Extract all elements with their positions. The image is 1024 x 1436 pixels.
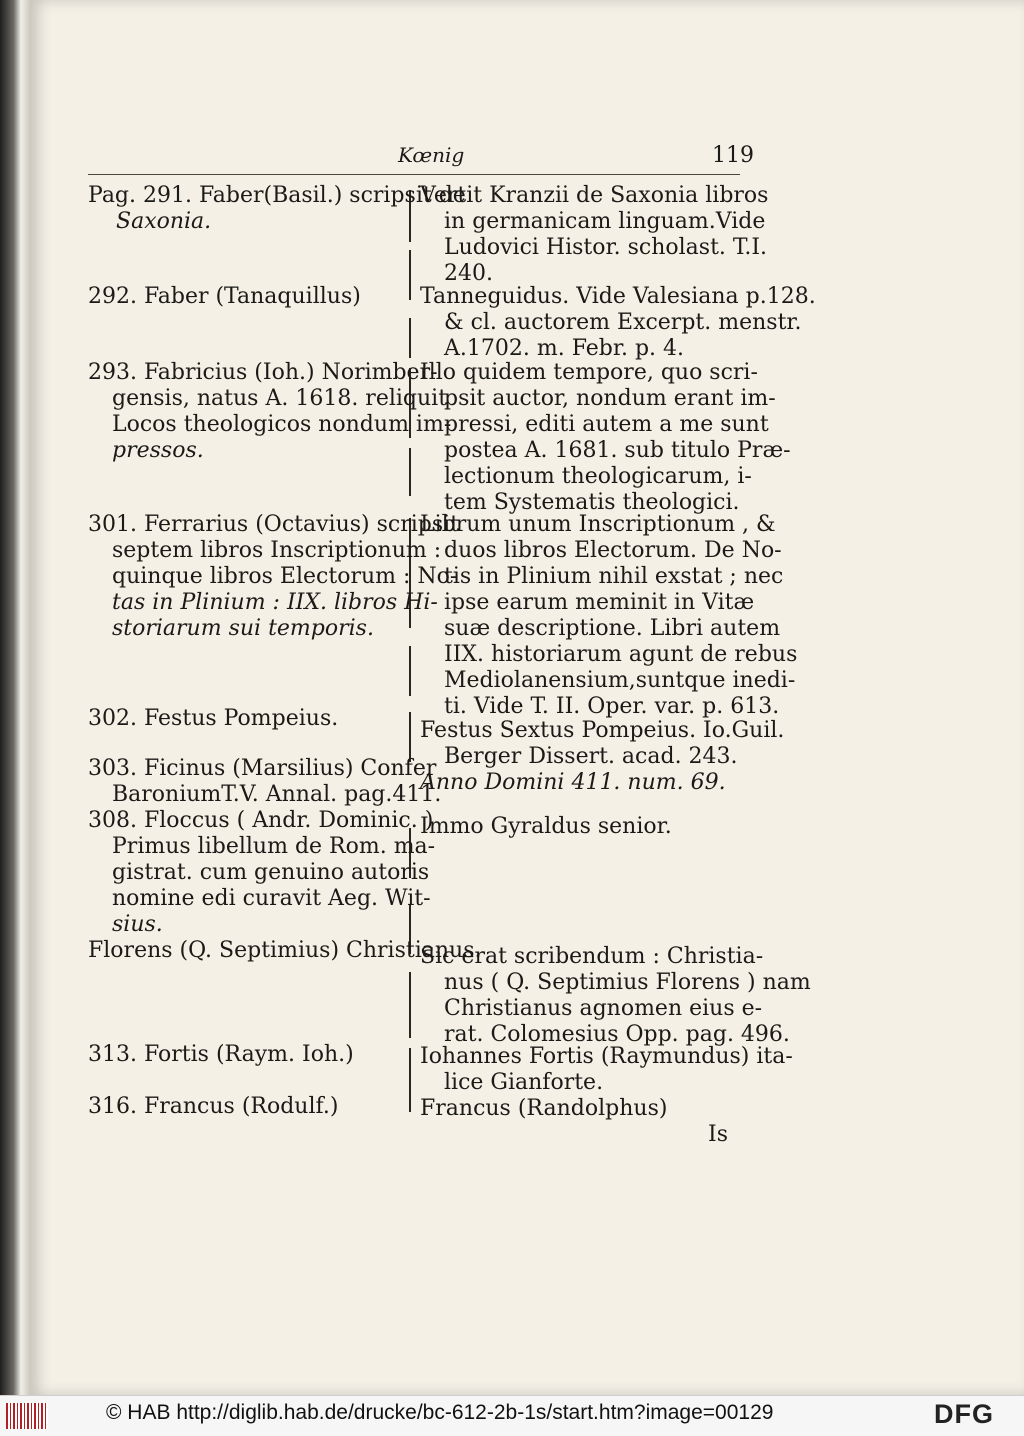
column-divider xyxy=(409,712,411,762)
entry-left-293-line-1: 293. Fabricius (Ioh.) Norimber- xyxy=(88,360,438,385)
entry-right-4-line-8: ti. Vide T. II. Oper. var. p. 613. xyxy=(444,694,780,719)
column-divider xyxy=(409,318,411,358)
entry-right-9-line-1: Iohannes Fortis (Raymundus) ita- xyxy=(420,1044,793,1069)
entry-right-3-line-6: tem Systematis theologici. xyxy=(444,490,740,515)
entry-left-308-line-3: gistrat. cum genuino autoris xyxy=(112,860,430,885)
entry-left-313: 313. Fortis (Raym. Ioh.) xyxy=(88,1042,354,1067)
entry-right-4-line-6: IIX. historiarum agunt de rebus xyxy=(444,642,798,667)
entry-right-4-line-5: suæ descriptione. Libri autem xyxy=(444,616,781,641)
entry-right-2-line-3: A.1702. m. Febr. p. 4. xyxy=(444,336,685,361)
entry-left-316: 316. Francus (Rodulf.) xyxy=(88,1094,339,1119)
entry-right-5-line-1: Festus Sextus Pompeius. Io.Guil. xyxy=(420,718,785,743)
entry-left-301-line-4: tas in Plinium : IIX. libros Hi- xyxy=(112,590,438,615)
entry-left-293-line-4: pressos. xyxy=(112,438,204,463)
entry-left-302: 302. Festus Pompeius. xyxy=(88,706,339,731)
entry-left-308-line-4: nomine edi curavit Aeg. Wit- xyxy=(112,886,431,911)
entry-right-9-line-2: lice Gianforte. xyxy=(444,1070,604,1095)
entry-right-4-line-3: tis in Plinium nihil exstat ; nec xyxy=(444,564,784,589)
entry-right-4-line-7: Mediolanensium,suntque inedi- xyxy=(444,668,796,693)
entry-right-10: Francus (Randolphus) xyxy=(420,1096,668,1121)
entry-right-4-line-1: Librum unum Inscriptionum , & xyxy=(420,512,776,537)
entry-left-308-line-1: 308. Floccus ( Andr. Dominic. ) xyxy=(88,808,434,833)
entry-left-293-line-3: Locos theologicos nondum im- xyxy=(112,412,452,437)
dfg-logo: DFG xyxy=(934,1399,994,1429)
entry-left-293-line-2: gensis, natus A. 1618. reliquit xyxy=(112,386,448,411)
entry-right-4-line-4: ipse earum meminit in Vitæ xyxy=(444,590,755,615)
viewer-footer xyxy=(0,1395,1024,1436)
entry-right-2-line-2: & cl. auctorem Excerpt. menstr. xyxy=(444,310,802,335)
entry-right-8-line-4: rat. Colomesius Opp. pag. 496. xyxy=(444,1022,790,1047)
column-divider xyxy=(409,646,411,696)
entry-right-2-line-1: Tanneguidus. Vide Valesiana p.128. xyxy=(420,284,816,309)
entry-right-1-line-2: in germanicam linguam.Vide xyxy=(444,209,766,234)
entry-left-301-line-5: storiarum sui temporis. xyxy=(112,616,374,641)
catchword: Is xyxy=(708,1122,728,1147)
column-divider xyxy=(409,1048,411,1112)
entry-right-3-line-4: postea A. 1681. sub titulo Præ- xyxy=(444,438,791,463)
entry-left-292: 292. Faber (Tanaquillus) xyxy=(88,284,361,309)
entry-right-7: Immo Gyraldus senior. xyxy=(420,814,672,839)
entry-right-8-line-1: Sic erat scribendum : Christia- xyxy=(420,944,764,969)
running-title: Kœnig xyxy=(398,143,465,167)
entry-left-florens: Florens (Q. Septimius) Christianus. xyxy=(88,938,482,963)
column-divider xyxy=(409,250,411,300)
entry-right-5-line-2: Berger Dissert. acad. 243. xyxy=(444,744,738,769)
book-binding-edge xyxy=(0,0,30,1395)
entry-left-303-line-2: BaroniumT.V. Annal. pag.411. xyxy=(112,782,442,807)
column-divider xyxy=(409,972,411,1038)
entry-left-291-line-1: Pag. 291. Faber(Basil.) scripsit de xyxy=(88,183,466,208)
entry-left-308-line-2: Primus libellum de Rom. ma- xyxy=(112,834,436,859)
entry-left-291-line-2: Saxonia. xyxy=(116,209,212,234)
entry-right-3-line-1: Illo quidem tempore, quo scri- xyxy=(420,360,758,385)
citation-link[interactable]: © HAB http://diglib.hab.de/drucke/bc-612-2b-1s/start.htm?image=00129 xyxy=(106,1401,774,1424)
entry-left-301-line-1: 301. Ferrarius (Octavius) scripsit xyxy=(88,512,460,537)
entry-left-303-line-1: 303. Ficinus (Marsilius) Confer xyxy=(88,756,437,781)
entry-right-8-line-3: Christianus agnomen eius e- xyxy=(444,996,763,1021)
entry-right-3-line-2: psit auctor, nondum erant im- xyxy=(444,386,776,411)
entry-left-301-line-3: quinque libros Electorum : No- xyxy=(112,564,458,589)
entry-right-1-line-3: Ludovici Histor. scholast. T.I. xyxy=(444,235,768,260)
entry-left-308-line-5: sius. xyxy=(112,912,163,937)
page-number: 119 xyxy=(712,143,754,168)
entry-right-3-line-5: lectionum theologicarum, i- xyxy=(444,464,752,489)
barcode-icon xyxy=(6,1403,48,1429)
column-divider xyxy=(409,448,411,496)
entry-right-3-line-3: pressi, editi autem a me sunt xyxy=(444,412,769,437)
entry-right-8-line-2: nus ( Q. Septimius Florens ) nam xyxy=(444,970,811,995)
entry-right-6: Anno Domini 411. num. 69. xyxy=(420,770,726,795)
entry-right-4-line-2: duos libros Electorum. De No- xyxy=(444,538,782,563)
entry-right-1-line-1: Vertit Kranzii de Saxonia libros xyxy=(420,183,769,208)
entry-right-1-line-4: 240. xyxy=(444,261,493,286)
header-rule xyxy=(88,174,740,175)
entry-left-301-line-2: septem libros Inscriptionum : xyxy=(112,538,442,563)
